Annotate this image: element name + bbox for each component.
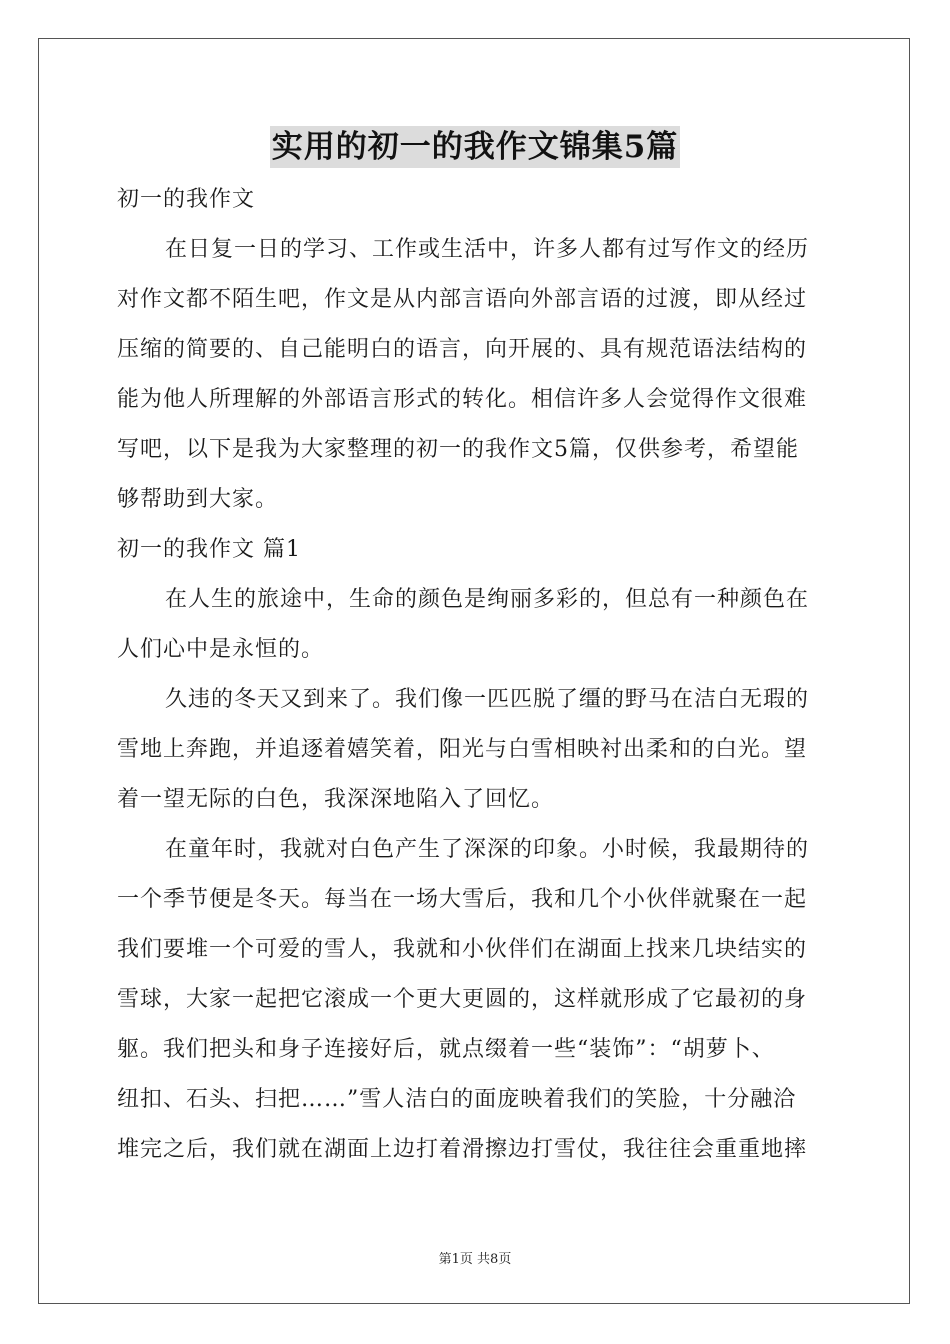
text-line: 在童年时，我就对白色产生了深深的印象。小时候，我最期待的 <box>165 837 810 862</box>
text-line: 一个季节便是冬天。每当在一场大雪后，我和几个小伙伴就聚在一起 <box>117 887 808 912</box>
text-line: 够帮助到大家。 <box>117 487 279 512</box>
text-line: 躯。我们把头和身子连接好后，就点缀着一些“装饰”：“胡萝卜、 <box>117 1037 775 1062</box>
text-line: 写吧，以下是我为大家整理的初一的我作文5篇，仅供参考，希望能 <box>117 437 799 462</box>
text-line: 久违的冬天又到来了。我们像一匹匹脱了缰的野马在洁白无瑕的 <box>165 687 810 712</box>
text-line: 雪球，大家一起把它滚成一个更大更圆的，这样就形成了它最初的身 <box>117 987 808 1012</box>
text-line: 纽扣、石头、扫把……”雪人洁白的面庞映着我们的笑脸，十分融洽 <box>117 1087 797 1112</box>
title-container <box>0 126 950 168</box>
text-line: 着一望无际的白色，我深深地陷入了回忆。 <box>117 787 555 812</box>
text-line: 对作文都不陌生吧，作文是从内部言语向外部言语的过渡，即从经过 <box>117 287 808 312</box>
text-line: 雪地上奔跑，并追逐着嬉笑着，阳光与白雪相映衬出柔和的白光。望 <box>117 737 808 762</box>
text-line: 初一的我作文 篇1 <box>117 537 301 562</box>
text-line: 在日复一日的学习、工作或生活中，许多人都有过写作文的经历 <box>165 237 810 262</box>
text-line: 压缩的简要的、自己能明白的语言，向开展的、具有规范语法结构的 <box>117 337 808 362</box>
text-line: 我们要堆一个可爱的雪人，我就和小伙伴们在湖面上找来几块结实的 <box>117 937 808 962</box>
text-line: 在人生的旅途中，生命的颜色是绚丽多彩的，但总有一种颜色在 <box>165 587 810 612</box>
document-body <box>117 177 835 1177</box>
text-line: 能为他人所理解的外部语言形式的转化。相信许多人会觉得作文很难 <box>117 387 808 412</box>
page-footer: 第1页 共8页 <box>438 1252 512 1267</box>
text-line: 人们心中是永恒的。 <box>117 637 325 662</box>
text-line: 堆完之后，我们就在湖面上边打着滑擦边打雪仗，我往往会重重地摔 <box>117 1137 808 1162</box>
document-title: 实用的初一的我作文锦集5篇 <box>270 126 681 168</box>
text-line: 初一的我作文 <box>117 187 256 212</box>
